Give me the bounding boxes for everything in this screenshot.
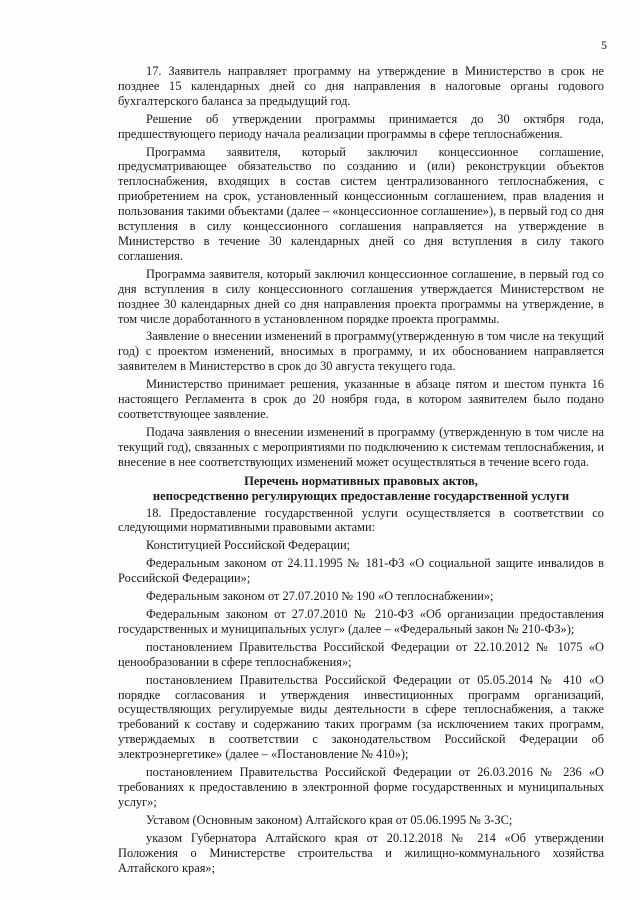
- paragraph-change-application: Заявление о внесении изменений в программу(утвержденную в том числе на текущий год) с проектом изменений, вносимых в программу, и их обоснованием направляется заявителем в Министерство в срок до 30 августа текущего года.: [118, 329, 604, 374]
- document-body: [118, 64, 604, 878]
- paragraph-approval-deadline: Решение об утверждении программы принимается до 30 октября года, предшествующего периоду начала реализации программы в сфере теплоснабжения.: [118, 111, 604, 141]
- paragraph-concession-approval: Программа заявителя, который заключил концессионное соглашение, в первый год со дня вступления в силу концессионного соглашения утверждается Министерством не позднее 30 календарных дней со дня направления проекта программы на утверждение, в том числе доработанного в установленном порядке проекта программы.: [118, 266, 604, 326]
- legal-act-item: Федеральным законом от 24.11.1995 № 181-ФЗ «О социальной защите инвалидов в Российской Федерации»;: [118, 556, 604, 586]
- legal-act-item: указом Губернатора Алтайского края от 20.12.2018 № 214 «Об утверждении Положения о Министерстве строительства и жилищно-коммунального хозяйства Алтайского края»;: [118, 830, 604, 875]
- legal-act-item: Федеральным законом от 27.07.2010 № 190 «О теплоснабжении»;: [146, 589, 494, 604]
- paragraph-17: 17. Заявитель направляет программу на утверждение в Министерство в срок не позднее 15 календарных дней со дня направления в налоговые органы годового бухгалтерского баланса за предыдущий год.: [118, 64, 604, 108]
- legal-act-item: Конституцией Российской Федерации;: [146, 538, 351, 553]
- paragraph-change-anytime: Подача заявления о внесении изменений в программу (утвержденную в том числе на текущий год), связанных с мероприятиями по подключению к системам теплоснабжения, и внесение в нее соответствующих изменений может осуществляться в течение всего года.: [118, 424, 604, 469]
- paragraph-18: 18. Предоставление государственной услуги осуществляется в соответствии со следующими нормативными правовыми актами:: [118, 505, 604, 535]
- legal-act-item: постановлением Правительства Российской Федерации от 26.03.2016 № 236 «О требованиях к предоставлению в электронной форме государственных и муниципальных услуг»;: [118, 765, 604, 809]
- section-heading-line2: непосредственно регулирующих предоставление государственной услуги: [152, 488, 570, 503]
- legal-act-item: постановлением Правительства Российской Федерации от 05.05.2014 № 410 «О порядке согласования и утверждения инвестиционных программ организаций, осуществляющих регулируемые виды деятельности в сфере теплоснабжения, а также требований к составу и содержанию таких программ (за исключением таких программ, утверждаемых в соответствии с законодательством Российской Федерации об электроэнергетике» (далее – «Постановление № 410»);: [118, 672, 604, 762]
- legal-act-item: постановлением Правительства Российской Федерации от 22.10.2012 № 1075 «О ценообразовании в сфере теплоснабжения»;: [118, 639, 604, 669]
- legal-act-item: Федеральным законом от 27.07.2010 № 210-ФЗ «Об организации предоставления государственных и муниципальных услуг» (далее – «Федеральный закон № 210-ФЗ»);: [118, 607, 604, 636]
- paragraph-ministry-decision: Министерство принимает решения, указанные в абзаце пятом и шестом пункта 16 настоящего Регламента в срок до 20 ноября года, в котором заявителем было подано соответствующее заявление.: [118, 377, 604, 421]
- page-number: 5: [601, 38, 607, 52]
- section-heading-line1: Перечень нормативных правовых актов,: [244, 473, 478, 488]
- legal-act-item: Уставом (Основным законом) Алтайского края от 05.06.1995 № 3-ЗС;: [146, 812, 513, 827]
- paragraph-concession-submission: Программа заявителя, который заключил концессионное соглашение, предусматривающее обязательство по созданию и (или) реконструкции объектов теплоснабжения, входящих в состав систем централизованного теплоснабжения, с приобретением на срок, установленный концессионным соглашением, прав владения и пользования такими объектами (далее – «концессионное соглашение»), в первый год со дня вступления в силу концессионного соглашения направляется на утверждение в Министерство в течение 30 календарных дней со дня вступления в силу такого соглашения.: [118, 144, 604, 263]
